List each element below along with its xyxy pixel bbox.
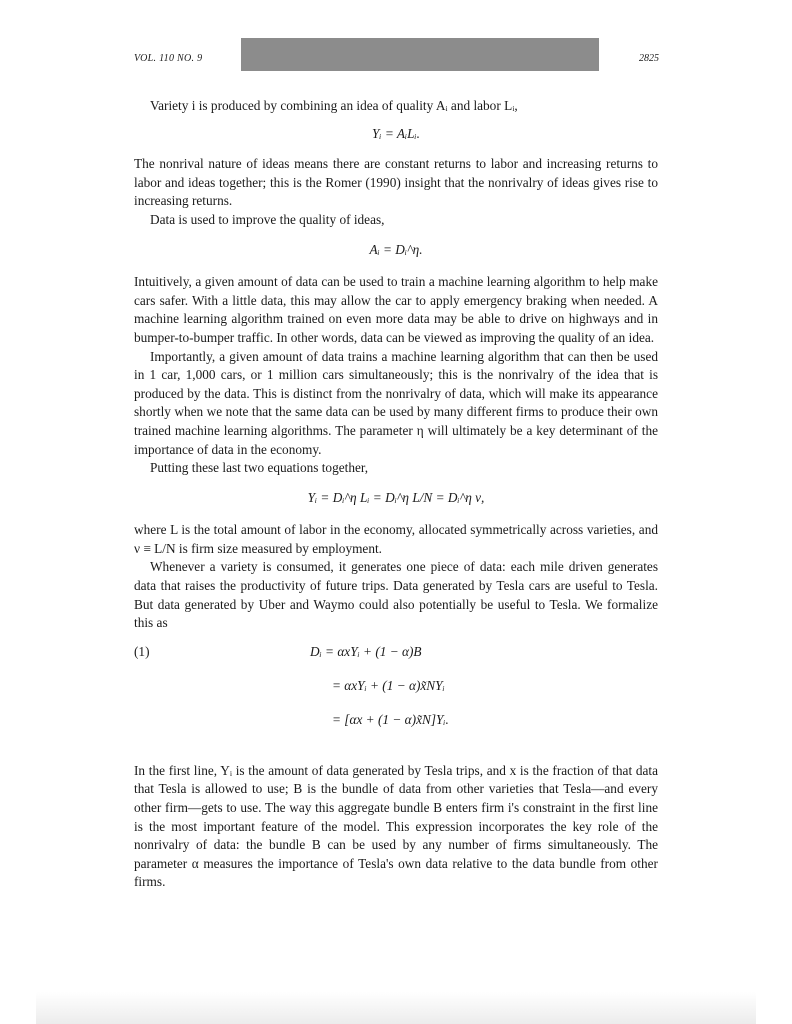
article-body (134, 97, 658, 892)
paragraph: Importantly, a given amount of data trains a machine learning algorithm that can then be used in 1 car, 1,000 cars, or 1 million cars simultaneously; this is the nonrivalry of the idea that is produced by the data. This is distinct from the nonrivalry of data, which will make its appearance shortly when we note that the same data can be used by many different firms to produce their own trained machine learning algorithms. The parameter η will ultimately be a key determinant of the importance of data in the economy. (134, 348, 658, 457)
paragraph: Putting these last two equations together, (150, 460, 369, 476)
paragraph: Whenever a variety is consumed, it generates one piece of data: each mile driven generates data that raises the productivity of future trips. Data generated by Tesla cars are useful to Tesla. But data generated by Uber and Waymo could also potentially be useful to Tesla. We formalize this as (134, 559, 658, 631)
paragraph: Data is used to improve the quality of ideas, (150, 211, 385, 227)
paragraph: The nonrival nature of ideas means there are constant returns to labor and increasing returns to labor and ideas together; this is the Romer (1990) insight that the nonrivalry of ideas gives rise to increasing returns. (134, 156, 658, 209)
equation-line: Dᵢ = αxYᵢ + (1 − α)B (310, 643, 422, 659)
equation-line: = [αx + (1 − α)x̃N]Yᵢ. (332, 711, 449, 727)
redacted-header-bar (241, 38, 599, 71)
page-number: 2825 (639, 53, 659, 64)
journal-volume: VOL. 110 NO. 9 (134, 53, 203, 64)
paragraph: where L is the total amount of labor in the economy, allocated symmetrically across varieties, and ν ≡ L/N is firm size measured by employment. (134, 522, 658, 556)
equation-number: (1) (134, 643, 150, 659)
paragraph: Intuitively, a given amount of data can be used to train a machine learning algorithm to help make cars safer. With a little data, this may allow the car to apply emergency braking when needed. A machine learning algorithm trained on even more data may be able to drive on highways and in bumper-to-bumper traffic. In other words, data can be viewed as improving the quality of an idea. (134, 274, 658, 345)
paragraph: In the first line, Yᵢ is the amount of data generated by Tesla trips, and x is the fraction of that data that Tesla is allowed to use; B is the bundle of data from other varieties that Tesla—and every other firm—gets to use. The way this aggregate bundle B enters firm i's constraint in the first line is the most important feature of the model. This expression incorporates the key role of the nonrivalry of data: the bundle B can be used by any number of firms simultaneously. The parameter α measures the importance of Tesla's own data relative to the data bundle from other firms. (134, 762, 658, 890)
equation-block-1 (134, 643, 658, 748)
equation-line: = αxYᵢ + (1 − α)x̃NYᵢ (332, 677, 445, 693)
equation: Yᵢ = AᵢLᵢ. (372, 125, 420, 141)
page-bottom-shadow (36, 992, 756, 1024)
equation: Aᵢ = Dᵢ^η. (369, 241, 423, 257)
paragraph: Variety i is produced by combining an idea of quality Aᵢ and labor Lᵢ, (150, 98, 518, 113)
equation: Yᵢ = Dᵢ^η Lᵢ = Dᵢ^η L/N = Dᵢ^η ν, (307, 489, 485, 505)
